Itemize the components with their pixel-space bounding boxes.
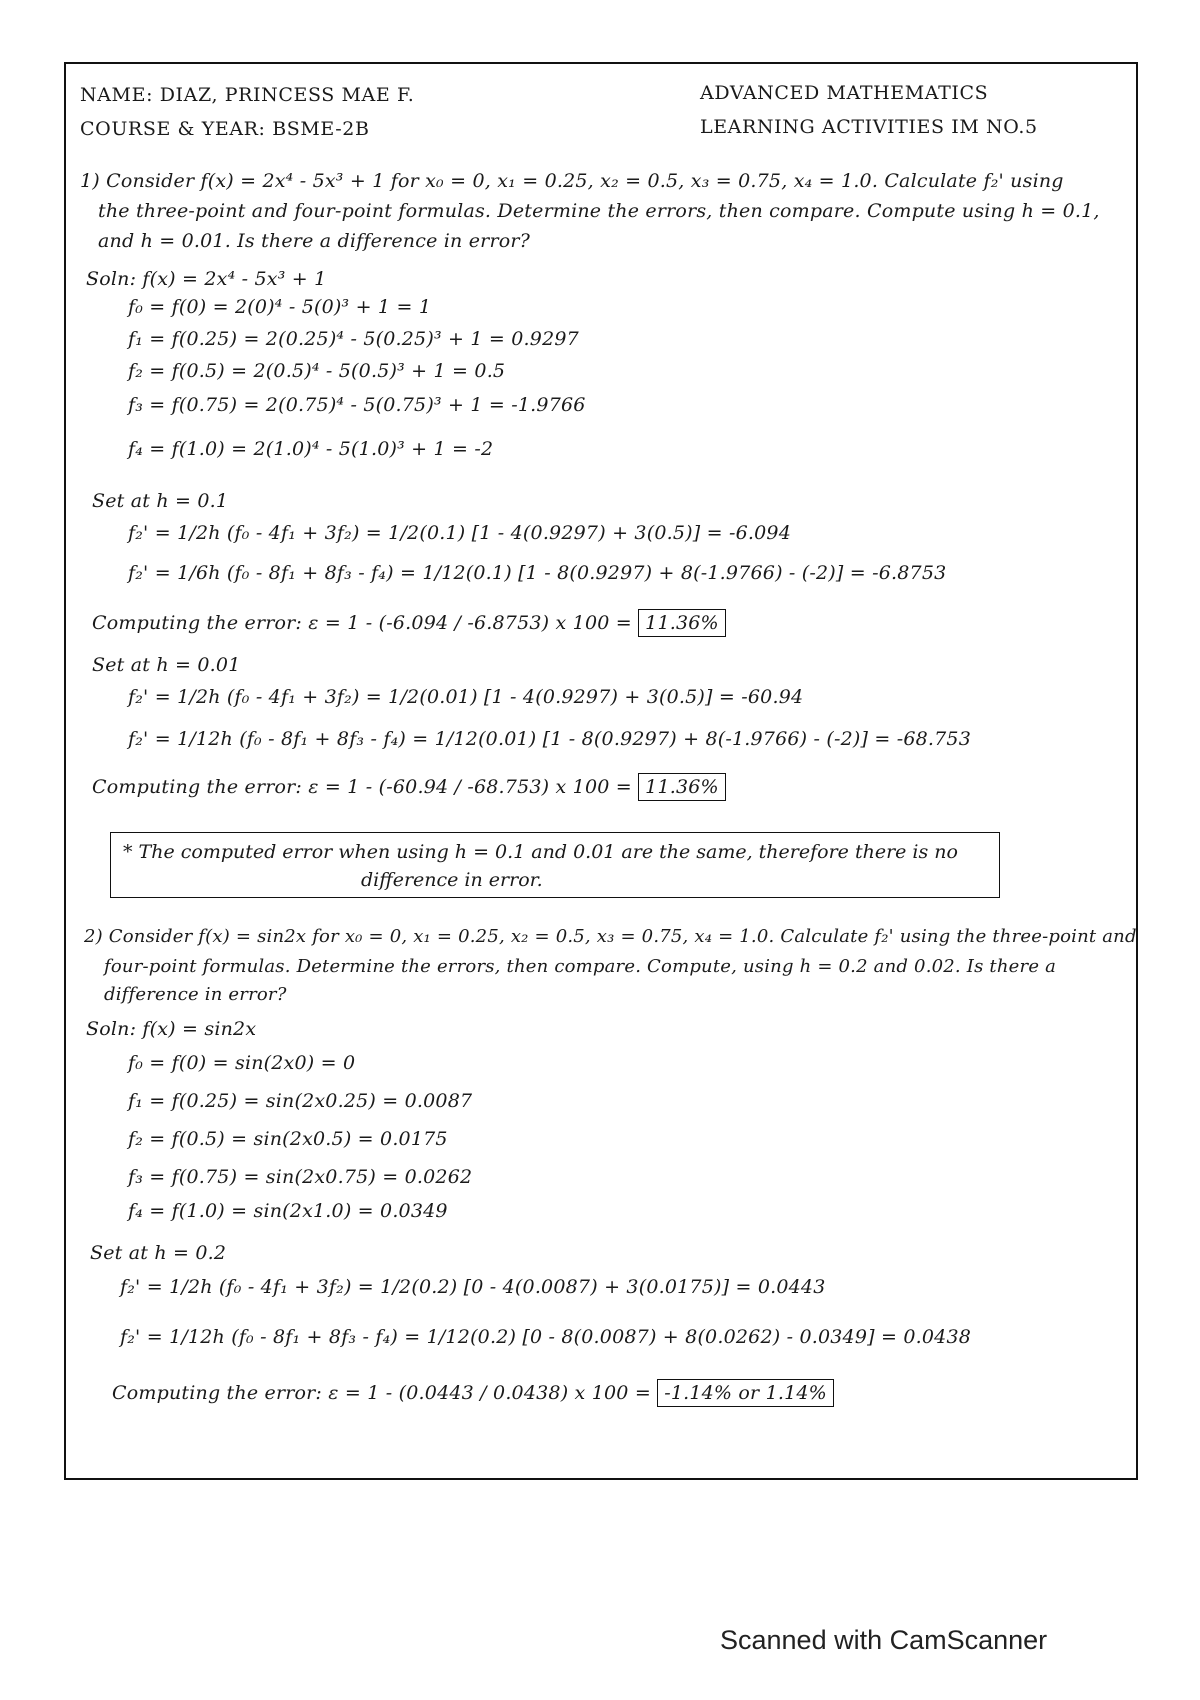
problem1-statement-line: 1) Consider f(x) = 2x⁴ - 5x³ + 1 for x₀ = 0, x₁ = 0.25, x₂ = 0.5, x₃ = 0.75, x₄ = 1.0. Calculate f₂' using [80,170,1064,192]
subject-title: ADVANCED MATHEMATICS [700,82,989,104]
error-label: Computing the error: ε = 1 - (-6.094 / -6.8753) x 100 = [92,612,632,634]
student-name: NAME: DIAZ, PRINCESS MAE F. [80,84,415,106]
problem1-statement-line: and h = 0.01. Is there a difference in error? [98,230,531,252]
problem1-set1-line: f₂' = 1/6h (f₀ - 8f₁ + 8f₃ - f₄) = 1/12(0.1) [1 - 8(0.9297) + 8(-1.9766) - (-2)] = -6.8753 [128,562,947,584]
scanner-watermark: Scanned with CamScanner [720,1625,1048,1655]
problem2-solution-line: f₂ = f(0.5) = sin(2x0.5) = 0.0175 [128,1128,448,1150]
problem2-solution-line: Soln: f(x) = sin2x [86,1018,257,1040]
problem1-solution-line: f₁ = f(0.25) = 2(0.25)⁴ - 5(0.25)³ + 1 = 0.9297 [128,328,579,350]
problem1-set2-label: Set at h = 0.01 [92,654,241,676]
problem2-error1 [112,1382,834,1404]
course-year: COURSE & YEAR: BSME-2B [80,118,370,140]
conclusion-box [110,832,1000,898]
problem1-set2-line: f₂' = 1/2h (f₀ - 4f₁ + 3f₂) = 1/2(0.01) [1 - 4(0.9297) + 3(0.5)] = -60.94 [128,686,804,708]
problem1-solution-line: f₄ = f(1.0) = 2(1.0)⁴ - 5(1.0)³ + 1 = -2 [128,438,494,460]
problem2-statement-line: four-point formulas. Determine the errors, then compare. Compute, using h = 0.2 and 0.02. Is there a [104,956,1057,977]
problem1-set2-line: f₂' = 1/12h (f₀ - 8f₁ + 8f₃ - f₄) = 1/12(0.01) [1 - 8(0.9297) + 8(-1.9766) - (-2)] = -68.753 [128,728,971,750]
problem2-solution-line: f₃ = f(0.75) = sin(2x0.75) = 0.0262 [128,1166,473,1188]
error-result-box: 11.36% [638,773,726,801]
error-label: Computing the error: ε = 1 - (-60.94 / -68.753) x 100 = [92,776,632,798]
conclusion-line: * The computed error when using h = 0.1 and 0.01 are the same, therefore there is no [123,841,958,863]
problem2-solution-line: f₀ = f(0) = sin(2x0) = 0 [128,1052,356,1074]
problem1-solution-line: f₂ = f(0.5) = 2(0.5)⁴ - 5(0.5)³ + 1 = 0.5 [128,360,506,382]
activity-title: LEARNING ACTIVITIES IM NO.5 [700,116,1038,138]
problem1-solution-line: f₃ = f(0.75) = 2(0.75)⁴ - 5(0.75)³ + 1 = -1.9766 [128,394,586,416]
error-label: Computing the error: ε = 1 - (0.0443 / 0.0438) x 100 = [112,1382,651,1404]
problem2-set1-line: f₂' = 1/12h (f₀ - 8f₁ + 8f₃ - f₄) = 1/12(0.2) [0 - 8(0.0087) + 8(0.0262) - 0.0349] = 0.0438 [120,1326,972,1348]
conclusion-line: difference in error. [361,869,543,891]
problem2-solution-line: f₄ = f(1.0) = sin(2x1.0) = 0.0349 [128,1200,448,1222]
problem1-error1 [92,612,726,634]
problem1-statement-line: the three-point and four-point formulas. Determine the errors, then compare. Compute using h = 0.1, [98,200,1100,222]
problem2-solution-line: f₁ = f(0.25) = sin(2x0.25) = 0.0087 [128,1090,473,1112]
error-result-box: -1.14% or 1.14% [657,1379,834,1407]
problem2-statement-line: 2) Consider f(x) = sin2x for x₀ = 0, x₁ = 0.25, x₂ = 0.5, x₃ = 0.75, x₄ = 1.0. Calculate f₂' using the three-point and [84,926,1137,947]
problem1-solution-line: Soln: f(x) = 2x⁴ - 5x³ + 1 [86,268,327,290]
problem1-set1-label: Set at h = 0.1 [92,490,229,512]
error-result-box: 11.36% [638,609,726,637]
problem2-statement-line: difference in error? [104,984,287,1005]
problem1-set1-line: f₂' = 1/2h (f₀ - 4f₁ + 3f₂) = 1/2(0.1) [1 - 4(0.9297) + 3(0.5)] = -6.094 [128,522,791,544]
problem1-solution-line: f₀ = f(0) = 2(0)⁴ - 5(0)³ + 1 = 1 [128,296,432,318]
problem2-set1-line: f₂' = 1/2h (f₀ - 4f₁ + 3f₂) = 1/2(0.2) [0 - 4(0.0087) + 3(0.0175)] = 0.0443 [120,1276,826,1298]
problem2-set1-label: Set at h = 0.2 [90,1242,227,1264]
problem1-error2 [92,776,726,798]
